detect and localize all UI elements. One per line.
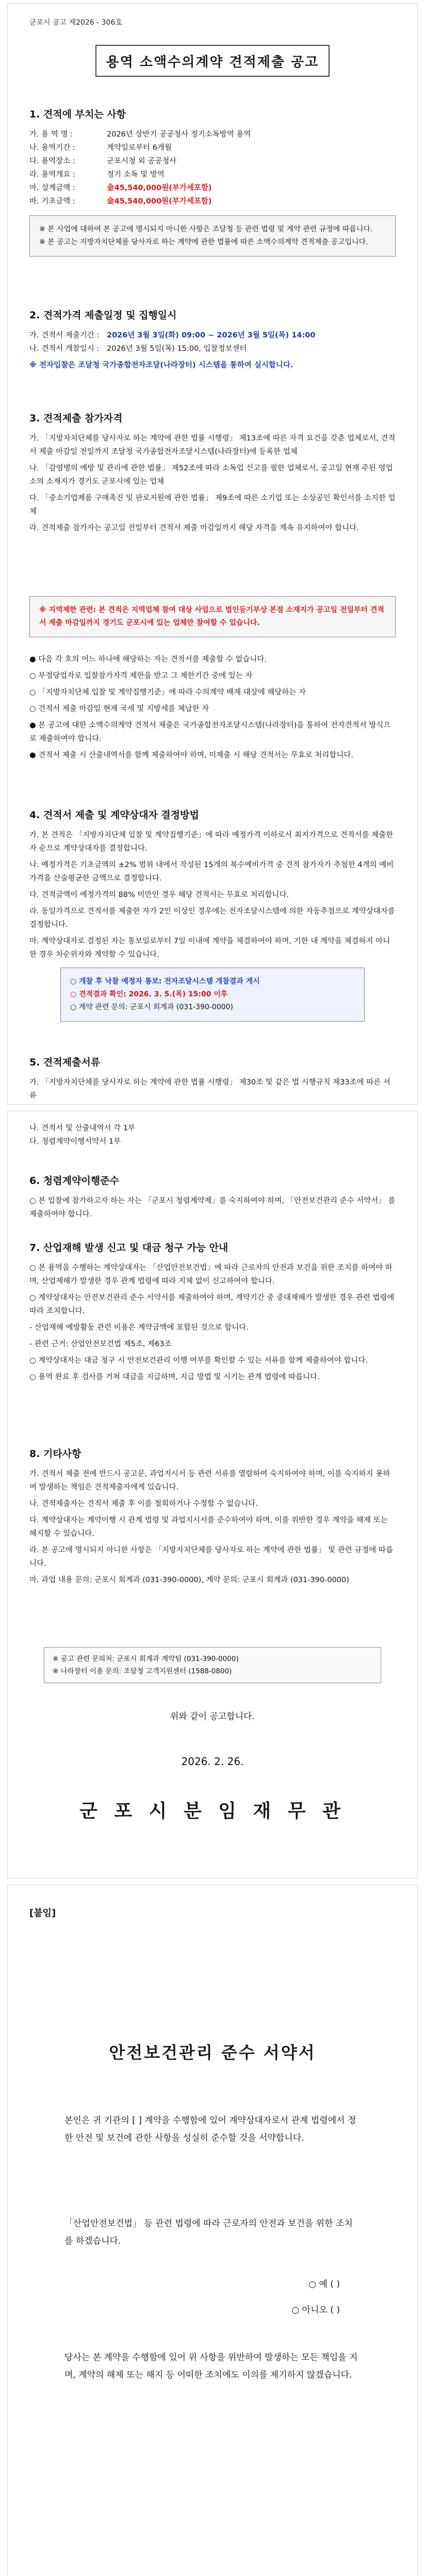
restriction-item: ● 견적서 제출 시 산출내역서를 함께 제출하여야 하며, 미제출 시 해당 견적서는 무효로 처리합니다. <box>29 751 354 759</box>
award-method-item: 마. 계약상대자로 결정된 자는 통보일로부터 7일 이내에 계약을 체결하여야 하며, 기한 내 계약을 체결하지 아니한 경우 차순위자와 계약할 수 있습니다. <box>29 937 390 959</box>
section-1 <box>29 107 396 257</box>
restriction-item: ● 본 공고에 대한 소액수의계약 견적서 제출은 국가종합전자조달시스템(나라장터)을 통하여 전자견적서 방식으로 제출하여야 합니다. <box>29 721 391 743</box>
safety-item: ○ 계약상대자는 대금 청구 시 안전보건관리 이행 여부를 확인할 수 있는 서류를 함께 제출하여야 합니다. <box>29 1357 368 1365</box>
section-5-item: 가. 「지방자치단체를 당사자로 하는 계약에 관한 법률 시행령」 제30조 및 같은 법 시행규칙 제33조에 따른 서류 <box>29 1078 390 1100</box>
notice-date: 2026. 2. 26. <box>181 1755 244 1768</box>
info-value: 정기 소독 및 방역 <box>107 171 165 179</box>
restriction-item: ○ 「지방자치단체 입찰 및 계약집행기준」에 따라 수의계약 배제 대상에 해당하는 자 <box>29 688 306 697</box>
info-row <box>29 155 396 168</box>
info-value: 2026년 상반기 공공청사 정기소독방역 용역 <box>107 130 251 139</box>
info-row <box>29 168 396 181</box>
info-row <box>29 128 396 141</box>
info-key: 바. 기초금액 : <box>29 197 75 206</box>
restriction-item: ○ 견적서 제출 마감일 현재 국세 및 지방세를 체납한 자 <box>29 705 209 713</box>
region-limit-text: ※ 지역제한 관련: 본 견적은 지역업체 참여 대상 사업으로 법인등기부상 본점 소재지가 공고일 전일부터 견적서 제출 마감일까지 경기도 군포시에 있는 업체만 참여할 수 있습니다. <box>39 606 384 627</box>
notice-page-2 <box>7 1111 418 1878</box>
qualification-item: 나. 「감염병의 예방 및 관리에 관한 법률」 제52조에 따라 소독업 신고를 필한 업체로서, 공고일 현재 주된 영업소의 소재지가 경기도 군포시에 있는 업체 <box>29 464 393 486</box>
info-row <box>29 195 396 208</box>
section-8-heading: 8. 기타사항 <box>29 1448 81 1460</box>
section-2-heading: 2. 견적가격 제출일정 및 집행일시 <box>29 310 177 321</box>
info-value: 2026년 3월 3일(화) 09:00 ~ 2026년 3월 5일(목) 14:00 <box>107 331 316 340</box>
misc-item: 나. 견적제출자는 견적서 제출 후 이를 철회하거나 수정할 수 없습니다. <box>29 1500 258 1508</box>
notice-page-1 <box>7 3 418 1105</box>
info-key: 라. 용역개요 : <box>29 171 75 179</box>
qualification-item: 가. 「지방자치단체를 당사자로 하는 계약에 관한 법률 시행령」 제13조에 따른 자격 요건을 갖춘 업체로서, 견적서 제출 마감일 전일까지 조달청 국가종합전자조달시스템(나라장터)에 등록한 업체 <box>29 434 396 456</box>
info-value: 金45,540,000원(부가세포함) <box>107 197 212 206</box>
misc-item: 가. 견적서 제출 전에 반드시 공고문, 과업지시서 등 관련 서류를 열람하여 숙지하여야 하며, 이를 숙지하지 못하여 발생하는 책임은 견적제출자에게 있습니다. <box>29 1470 390 1492</box>
section-4-box <box>60 968 365 1022</box>
section-3-heading: 3. 견적제출 참가자격 <box>29 413 123 424</box>
misc-item: 마. 과업 내용 문의: 군포시 회계과 (031-390-0000), 계약 문의: 군포시 회계과 (031-390-0000) <box>29 1576 349 1584</box>
section-5 <box>29 1055 396 1103</box>
pledge-title: 안전보건관리 준수 서약서 <box>109 2043 316 2062</box>
reference-line: ※ 나라장터 이용 문의: 조달청 고객지원센터 (1588-0800) <box>53 1667 232 1675</box>
restriction-item: ● 다음 각 호의 어느 하나에 해당하는 자는 견적서를 제출할 수 없습니다. <box>29 655 267 664</box>
award-method-item: 가. 본 견적은 「지방자치단체 입찰 및 계약집행기준」에 따라 예정가격 이하로서 최저가격으로 견적서를 제출한 자 순으로 계약상대자를 결정합니다. <box>29 831 394 853</box>
info-row <box>29 181 396 195</box>
section-4-box-line: ○ 견적결과 확인: 2026. 3. 5.(목) 15:00 이후 <box>70 990 228 998</box>
misc-item: 라. 본 공고에 명시되지 아니한 사항은 「지방자치단체를 당사자로 하는 계약에 관한 법률」 및 관련 규정에 따릅니다. <box>29 1546 394 1568</box>
pledge-page <box>7 1885 418 2576</box>
info-row <box>29 141 396 155</box>
safety-item: ○ 계약상대자는 안전보건관리 준수 서약서를 제출하여야 하며, 계약기간 중 중대재해가 발생한 경우 관련 법령에 따라 조치합니다. <box>29 1294 395 1315</box>
section-1-heading: 1. 견적에 부치는 사항 <box>29 109 126 120</box>
safety-item: - 관련 근거: 산업안전보건법 제5조, 제63조 <box>29 1340 172 1348</box>
award-method-item: 나. 예정가격은 기초금액의 ±2% 범위 내에서 작성된 15개의 복수예비가격 중 견적 참가자가 추첨한 4개의 예비가격을 산술평균한 금액으로 결정합니다. <box>29 861 394 883</box>
section-5-heading: 5. 견적제출서류 <box>29 1057 101 1068</box>
section-1-note: ※ 본 공고는 지방자치단체를 당사자로 하는 계약에 관한 법률에 따른 소액수의계약 견적제출 공고입니다. <box>39 238 368 246</box>
info-key: 나. 견적서 개찰일시 : <box>29 345 100 353</box>
closing-text: 위와 같이 공고합니다. <box>170 1711 255 1722</box>
section-5-item: 나. 견적서 및 산출내역서 각 1부 <box>29 1124 135 1132</box>
notice-title: 용역 소액수의계약 견적제출 공고 <box>95 45 330 77</box>
section-5-continued <box>29 1122 396 1148</box>
award-method-item: 다. 견적금액이 예정가격의 88% 미만인 경우 해당 견적서는 무효로 처리합니다. <box>29 891 289 899</box>
section-6 <box>29 1173 396 1221</box>
misc-item: 다. 계약상대자는 계약이행 시 관계 법령 및 과업지시서를 준수하여야 하며, 이를 위반한 경우 계약을 해제 또는 해지할 수 있습니다. <box>29 1516 388 1538</box>
info-value: 2026년 3월 5일(목) 15:00, 입찰정보센터 <box>107 345 247 353</box>
section-4-heading: 4. 견적서 제출 및 계약상대자 결정방법 <box>29 809 199 821</box>
pledge-paragraph: 당사는 본 계약을 수행함에 있어 위 사항을 위반하여 발생하는 모든 책임을 지며, 계약의 해제 또는 해지 등 어떠한 조치에도 이의를 제기하지 않겠습니다. <box>64 2352 358 2380</box>
section-4-box-line: ○ 개찰 후 낙찰 예정자 통보: 전자조달시스템 개찰결과 게시 <box>70 977 260 986</box>
section-2 <box>29 308 396 372</box>
section-1-note: ※ 본 사업에 대하여 본 공고에 명시되지 아니한 사항은 조달청 등 관련 법령 및 계약 관련 규정에 따릅니다. <box>39 225 373 233</box>
info-key: 다. 용역장소 : <box>29 157 75 165</box>
section-3 <box>29 411 396 538</box>
region-limit-box <box>29 596 396 637</box>
section-2-note: ※ 전자입찰은 조달청 국가종합전자조달(나라장터) 시스템을 통하여 실시합니다. <box>29 361 293 369</box>
confirm-no: ○ 아니오 ( ) <box>291 2305 340 2315</box>
section-3-paragraphs <box>29 653 396 765</box>
info-row <box>29 329 396 342</box>
info-value: 계약일로부터 6개월 <box>107 144 172 152</box>
info-key: 가. 견적서 제출기간 : <box>29 331 100 340</box>
attachment-tag: [붙임] <box>29 1908 56 1919</box>
confirm-yes: ○ 예 ( ) <box>308 2279 340 2290</box>
pledge-paragraph: 본인은 귀 기관의 [ ] 계약을 수행함에 있어 계약상대자로서 관계 법령에서 정한 안전 및 보건에 관한 사항을 성실히 준수할 것을 서약합니다. <box>64 2115 356 2143</box>
reference-box <box>44 1647 381 1683</box>
restriction-item: ○ 부정당업자로 입찰참가자격 제한을 받고 그 제한기간 중에 있는 자 <box>29 672 253 680</box>
issuing-organization: 군 포 시 분 임 재 무 관 <box>79 1801 346 1822</box>
info-row <box>29 342 396 355</box>
section-3-box <box>29 596 396 637</box>
section-4 <box>29 807 396 1022</box>
qualification-item: 라. 견적제출 참가자는 공고일 전일부터 견적서 제출 마감일까지 해당 자격을 계속 유지하여야 합니다. <box>29 524 359 532</box>
safety-item: ○ 본 용역을 수행하는 계약상대자는 「산업안전보건법」에 따라 근로자의 안전과 보건을 위한 조치를 하여야 하며, 산업재해가 발생한 경우 관계 법령에 따라 지체 없이 신고하여야 합니다. <box>29 1264 392 1285</box>
section-1-note-box <box>29 215 396 257</box>
safety-item: - 산업재해 예방활동 관련 비용은 계약금액에 포함된 것으로 합니다. <box>29 1324 249 1332</box>
section-6-text: ○ 본 입찰에 참가하고자 하는 자는 「군포시 청렴계약제」를 숙지하여야 하며, 「안전보건관리 준수 서약서」 를 제출하여야 합니다. <box>29 1197 396 1218</box>
reference-line: ※ 공고 관련 문의처: 군포시 회계과 계약팀 (031-390-0000) <box>53 1655 239 1663</box>
section-4-box-line: ○ 계약 관련 문의: 군포시 회계과 (031-390-0000) <box>70 1003 234 1011</box>
section-5-item: 다. 청렴계약이행서약서 1부 <box>29 1138 121 1146</box>
info-key: 마. 설계금액 : <box>29 184 75 192</box>
section-7 <box>29 1240 396 1387</box>
qualification-item: 다. 「중소기업제품 구매촉진 및 판로지원에 관한 법률」 제9조에 따른 소기업 또는 소상공인 확인서를 소지한 업체 <box>29 494 396 516</box>
notice-number: 군포시 공고 제2026 - 306호 <box>29 19 122 27</box>
info-value: 군포시청 외 공공청사 <box>107 157 177 165</box>
section-8 <box>29 1446 396 1590</box>
info-key: 가. 용 역 명 : <box>29 130 73 139</box>
section-7-heading: 7. 산업재해 발생 신고 및 대금 청구 가능 안내 <box>29 1242 228 1253</box>
info-value: 金45,540,000원(부가세포함) <box>107 184 212 192</box>
award-method-item: 라. 동일가격으로 견적서를 제출한 자가 2인 이상인 경우에는 전자조달시스템에 의한 자동추첨으로 계약상대자를 결정합니다. <box>29 907 395 929</box>
pledge-paragraph: 「산업안전보건법」 등 관련 법령에 따라 근로자의 안전과 보건을 위한 조치를 하겠습니다. <box>64 2218 353 2246</box>
safety-item: ○ 용역 완료 후 검사를 거쳐 대금을 지급하며, 지급 방법 및 시기는 관계 법령에 따릅니다. <box>29 1373 320 1381</box>
info-key: 나. 용역기간 : <box>29 144 75 152</box>
section-6-heading: 6. 청렴계약이행준수 <box>29 1175 119 1187</box>
